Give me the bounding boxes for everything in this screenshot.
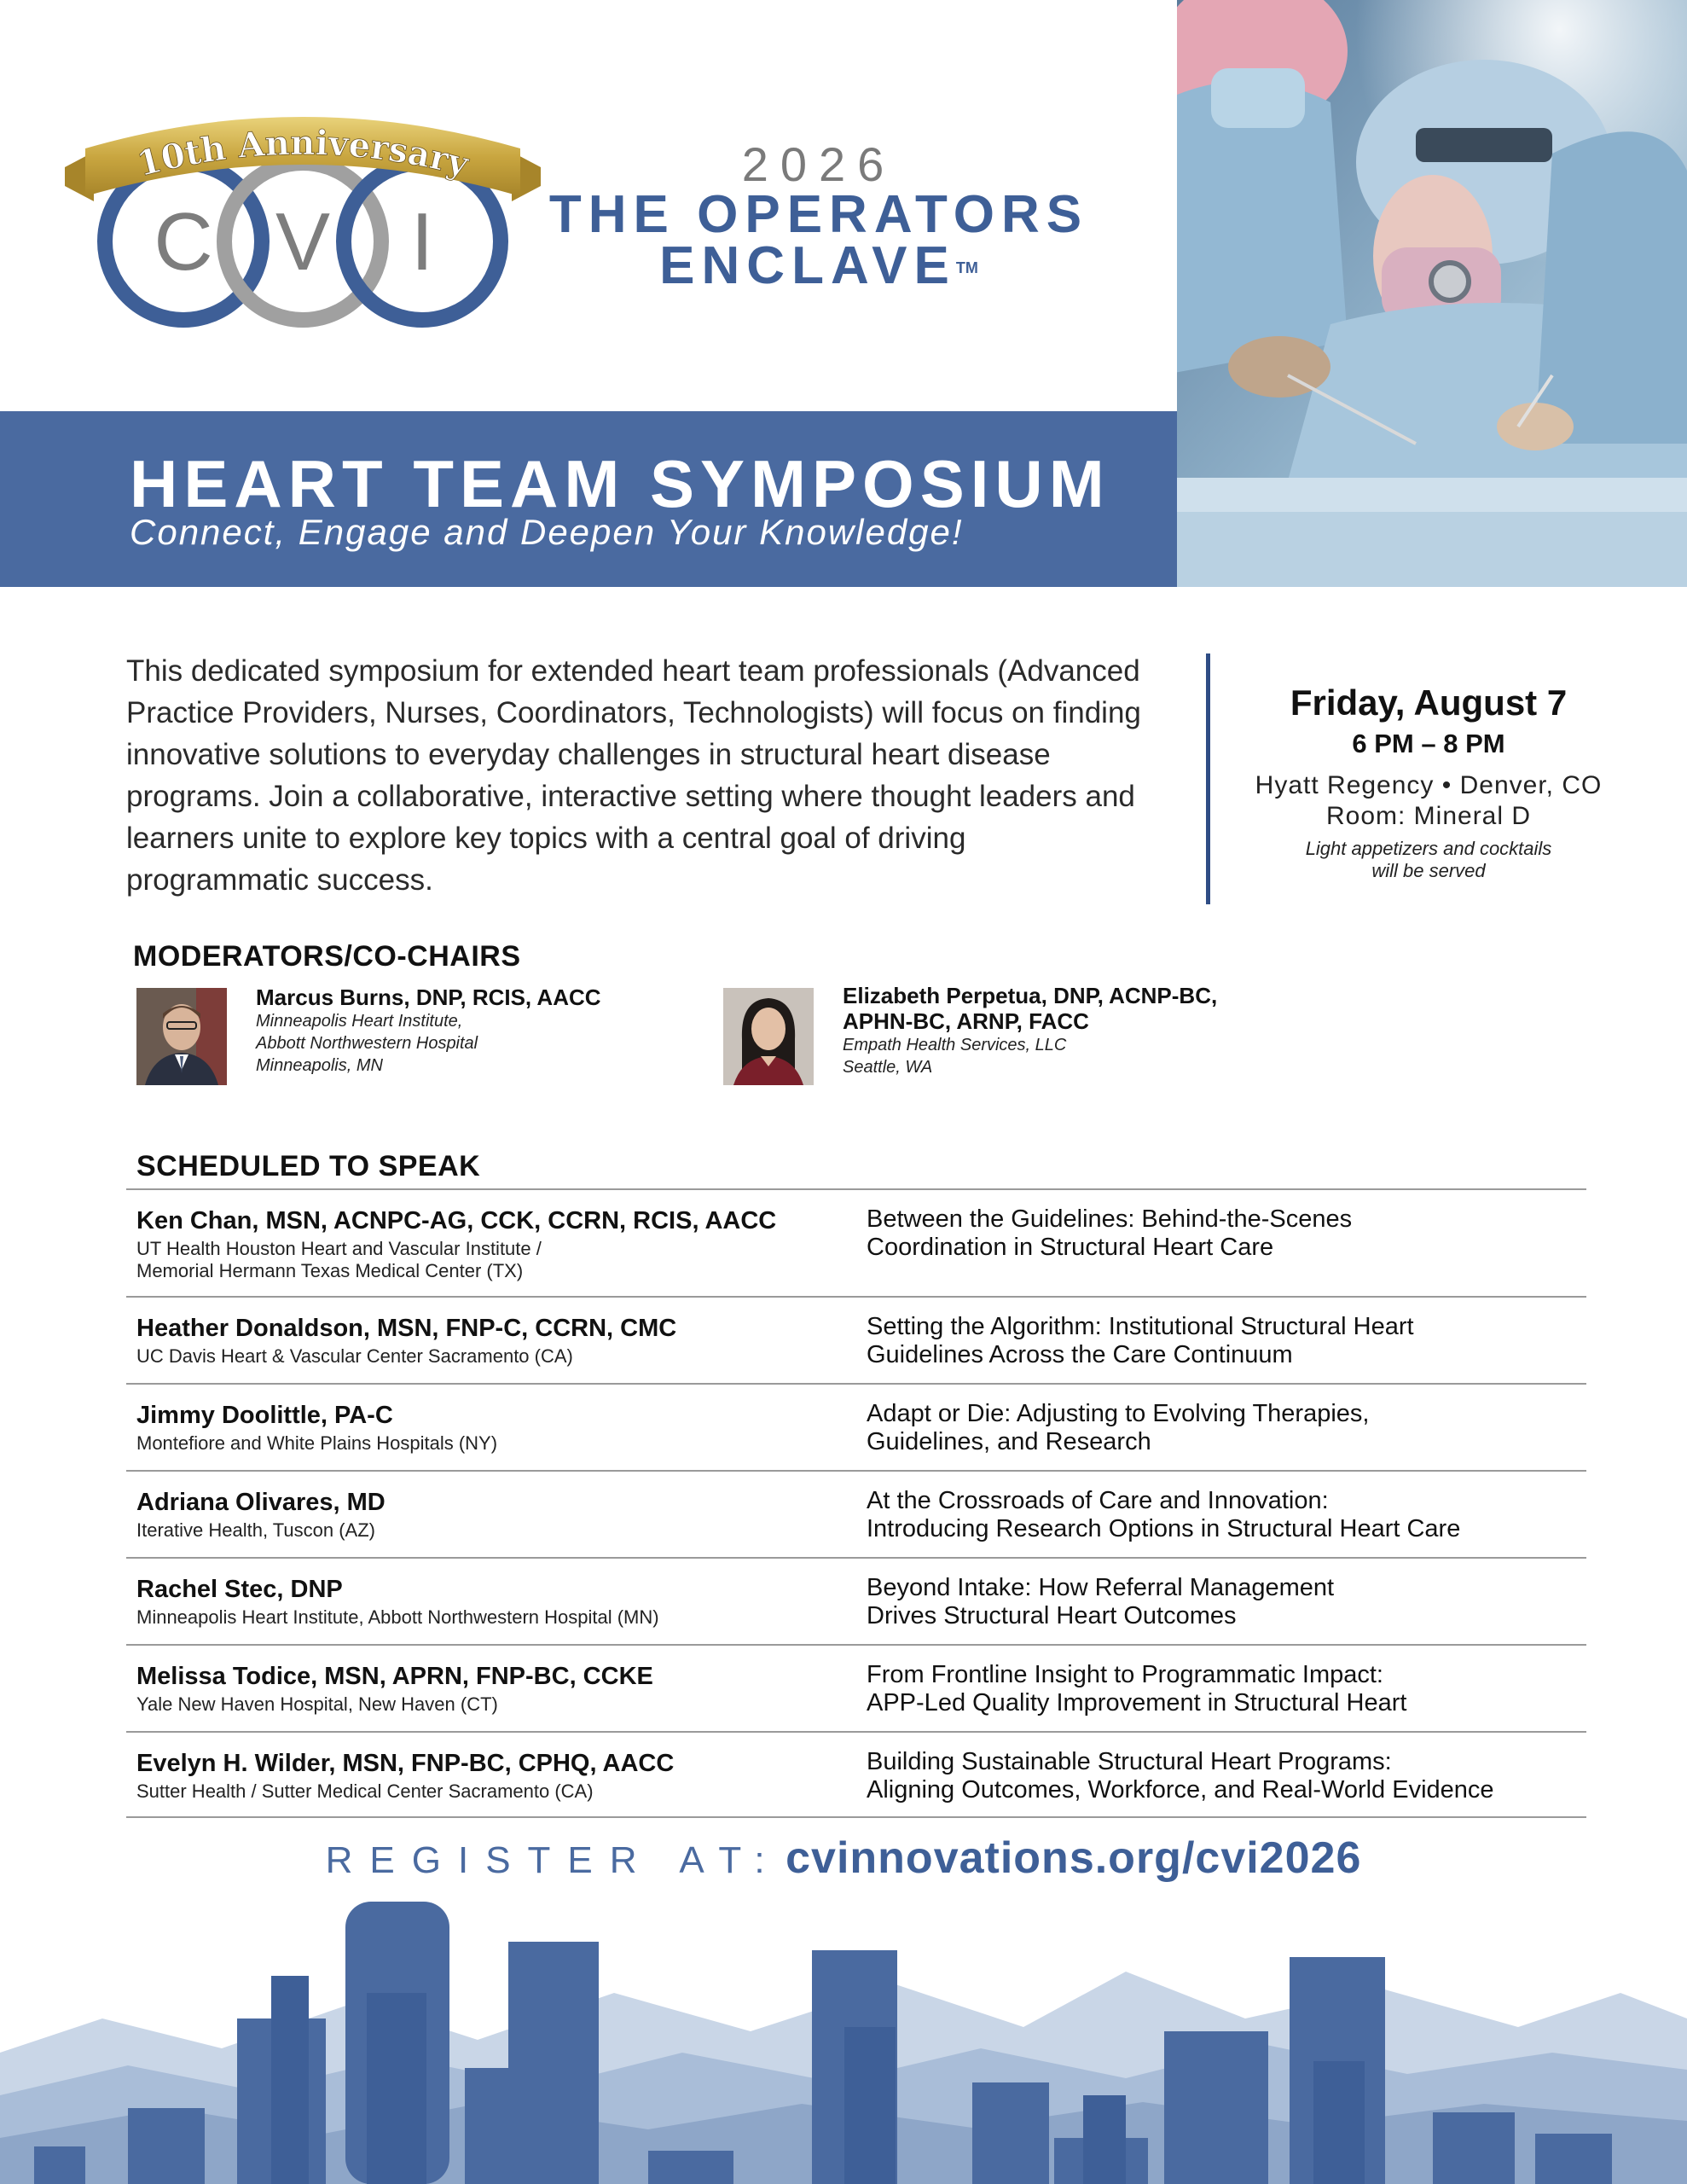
speaker-name: Jimmy Doolittle, PA-C xyxy=(136,1402,393,1429)
speaker-row xyxy=(126,1557,1586,1644)
vertical-divider xyxy=(1206,653,1210,904)
speaker-row xyxy=(126,1731,1586,1818)
speaker-topic xyxy=(867,1748,1494,1804)
speaker-row xyxy=(126,1188,1586,1296)
speaker-name: Heather Donaldson, MSN, FNP-C, CCRN, CMC xyxy=(136,1315,677,1342)
moderator-card-marcus-burns xyxy=(256,985,699,1077)
event-venue: Hyatt Regency • Denver, CO xyxy=(1255,771,1603,799)
speaker-topic-line: Between the Guidelines: Behind-the-Scenes xyxy=(867,1205,1353,1233)
moderators-heading: MODERATORS/CO-CHAIRS xyxy=(133,940,521,973)
logo-letter-i: I xyxy=(410,196,434,288)
brand-title xyxy=(520,185,1117,295)
speaker-affiliation-line: Montefiore and White Plains Hospitals (NY) xyxy=(136,1432,498,1454)
event-details xyxy=(1228,682,1629,882)
event-note xyxy=(1228,838,1629,882)
speaker-name: Ken Chan, MSN, ACNPC-AG, CCK, CCRN, RCIS, AACC xyxy=(136,1207,777,1234)
speaker-topic xyxy=(867,1574,1334,1630)
moderator-affiliation: Empath Health Services, LLC xyxy=(843,1036,1067,1054)
moderator-location: Seattle, WA xyxy=(843,1058,933,1077)
speaker-affiliation xyxy=(136,1238,542,1282)
speaker-affiliation-line: Memorial Hermann Texas Medical Center (TX) xyxy=(136,1260,524,1281)
moderator-affiliation: Abbott Northwestern Hospital xyxy=(256,1034,478,1053)
logo-letter-v: V xyxy=(275,196,331,288)
trademark-mark: TM xyxy=(955,259,978,276)
speaker-topic-line: Introducing Research Options in Structural Heart Care xyxy=(867,1515,1461,1542)
speaker-topic xyxy=(867,1661,1406,1717)
logo-letter-c: C xyxy=(154,196,213,288)
speaker-topic-line: Setting the Algorithm: Institutional Structural Heart xyxy=(867,1313,1414,1340)
speaker-row xyxy=(126,1644,1586,1731)
speaker-topic-line: Building Sustainable Structural Heart Programs: xyxy=(867,1748,1392,1775)
speaker-affiliation-line: Iterative Health, Tuscon (AZ) xyxy=(136,1519,375,1541)
speaker-affiliation xyxy=(136,1432,497,1455)
denver-skyline-illustration xyxy=(0,1891,1687,2184)
speaker-topic-line: Aligning Outcomes, Workforce, and Real-World Evidence xyxy=(867,1776,1494,1804)
speaker-topic-line: From Frontline Insight to Programmatic Impact: xyxy=(867,1661,1383,1688)
event-time: 6 PM – 8 PM xyxy=(1352,729,1505,758)
speaker-row xyxy=(126,1296,1586,1383)
speaker-affiliation-line: Yale New Haven Hospital, New Haven (CT) xyxy=(136,1693,498,1715)
event-date: Friday, August 7 xyxy=(1290,682,1568,723)
brand-title-line2: ENCLAVE™ xyxy=(659,236,978,295)
brand-title-line1: THE OPERATORS xyxy=(548,185,1089,244)
event-note-line: will be served xyxy=(1371,860,1486,881)
speaker-topic xyxy=(867,1313,1414,1369)
speaker-row xyxy=(126,1383,1586,1470)
speaker-name: Melissa Todice, MSN, APRN, FNP-BC, CCKE xyxy=(136,1663,653,1690)
speaker-affiliation xyxy=(136,1519,375,1542)
moderator-affiliation: Minneapolis Heart Institute, xyxy=(256,1012,463,1031)
speaker-topic-line: APP-Led Quality Improvement in Structural Heart xyxy=(867,1689,1407,1716)
speaker-topic-line: Guidelines Across the Care Continuum xyxy=(867,1341,1293,1368)
speaker-topic xyxy=(867,1205,1352,1262)
event-note-line: Light appetizers and cocktails xyxy=(1305,838,1552,859)
brand-year: 2026 xyxy=(741,137,896,191)
intro-paragraph: This dedicated symposium for extended heart team professionals (Advanced Practice Providers, Nurses, Coordinators, Technologists) will focus on finding innovative solutions to everyday challenges in structural heart disease programs. Join a collaborative, interactive setting where thought leaders and learners unite to explore key topics with a central goal of driving programmatic success. xyxy=(126,654,1141,897)
speakers-heading: SCHEDULED TO SPEAK xyxy=(136,1150,481,1182)
moderator-name: Elizabeth Perpetua, DNP, ACNP-BC, xyxy=(843,983,1218,1008)
register-line xyxy=(0,1833,1687,1884)
cvi-10th-anniversary-logo xyxy=(60,101,546,331)
speaker-topic-line: Beyond Intake: How Referral Management xyxy=(867,1574,1335,1601)
speaker-name: Rachel Stec, DNP xyxy=(136,1576,343,1603)
speaker-row xyxy=(126,1470,1586,1557)
moderator-name: Marcus Burns, DNP, RCIS, AACC xyxy=(256,985,601,1010)
speaker-topic-line: Guidelines, and Research xyxy=(867,1428,1151,1455)
moderator-photo-marcus-burns xyxy=(136,988,227,1085)
speaker-name: Adriana Olivares, MD xyxy=(136,1489,386,1516)
register-url-link[interactable]: cvinnovations.org/cvi2026 xyxy=(786,1833,1362,1883)
moderator-name-continued: APHN-BC, ARNP, FACC xyxy=(843,1008,1089,1034)
speaker-affiliation-line: Minneapolis Heart Institute, Abbott Northwestern Hospital (MN) xyxy=(136,1606,659,1628)
symposium-title: HEART TEAM SYMPOSIUM xyxy=(130,446,1110,521)
speaker-name: Evelyn H. Wilder, MSN, FNP-BC, CPHQ, AACC xyxy=(136,1750,675,1777)
speaker-topic-line: Drives Structural Heart Outcomes xyxy=(867,1602,1237,1629)
speaker-topic xyxy=(867,1400,1369,1456)
event-room: Room: Mineral D xyxy=(1325,802,1532,830)
speaker-affiliation xyxy=(136,1693,498,1716)
moderator-photo-elizabeth-perpetua xyxy=(723,988,814,1085)
speakers-table xyxy=(126,1188,1586,1818)
moderator-location: Minneapolis, MN xyxy=(256,1056,383,1075)
logo-ribbon-text: 10th Anniversary xyxy=(133,122,472,185)
speaker-topic-line: Adapt or Die: Adjusting to Evolving Therapies, xyxy=(867,1400,1370,1427)
symposium-tagline: Connect, Engage and Deepen Your Knowledge! xyxy=(130,512,964,552)
register-label: REGISTER AT: xyxy=(325,1839,782,1881)
speaker-topic-line: Coordination in Structural Heart Care xyxy=(867,1234,1274,1261)
speaker-topic-line: At the Crossroads of Care and Innovation: xyxy=(867,1487,1329,1514)
speaker-affiliation xyxy=(136,1780,594,1803)
speaker-affiliation-line: UT Health Houston Heart and Vascular Institute / xyxy=(136,1238,542,1259)
speaker-affiliation xyxy=(136,1606,659,1629)
speaker-topic xyxy=(867,1487,1460,1543)
moderator-card-elizabeth-perpetua xyxy=(843,983,1371,1078)
speaker-affiliation-line: UC Davis Heart & Vascular Center Sacramento (CA) xyxy=(136,1345,573,1367)
speaker-affiliation-line: Sutter Health / Sutter Medical Center Sacramento (CA) xyxy=(136,1780,594,1802)
speaker-affiliation xyxy=(136,1345,573,1368)
surgeons-photo xyxy=(1177,0,1687,587)
